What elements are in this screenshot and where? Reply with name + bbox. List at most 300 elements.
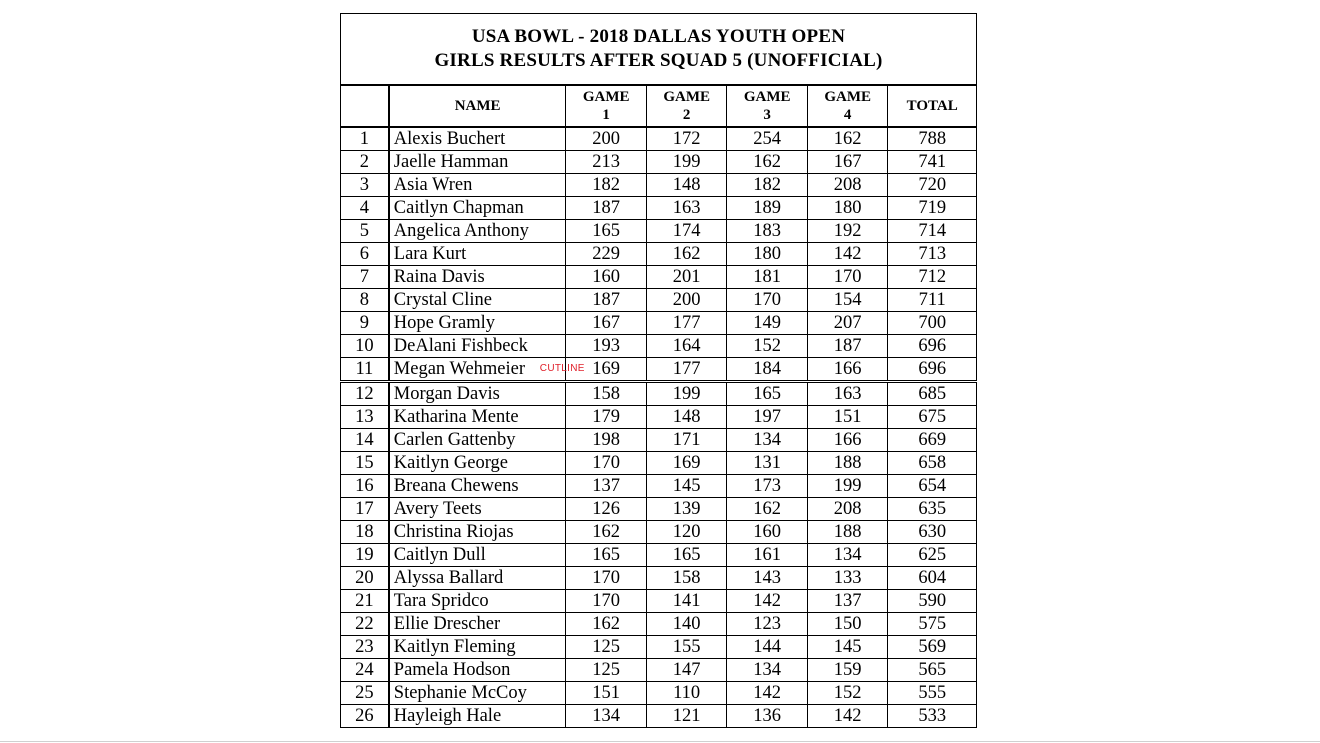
cell-game-2-text: 174 (672, 221, 701, 241)
cell-game-3 (727, 266, 808, 289)
cell-total-text: 675 (918, 407, 947, 427)
cell-total (888, 590, 977, 613)
cell-game-3 (727, 289, 808, 312)
cell-game-3 (727, 127, 808, 151)
cell-game-1-text: 182 (592, 175, 621, 195)
table-row (341, 567, 977, 590)
cell-game-1 (566, 429, 647, 452)
cell-rank-text: 16 (355, 476, 374, 496)
cell-game-4 (807, 197, 888, 220)
cell-rank (341, 544, 389, 567)
cell-total-text: 741 (918, 152, 947, 172)
cell-game-2 (646, 613, 727, 636)
cell-game-4-text: 133 (833, 568, 862, 588)
cell-game-4-text: 180 (833, 198, 862, 218)
column-header-row (341, 85, 977, 127)
cell-total (888, 544, 977, 567)
cell-game-3 (727, 358, 808, 382)
table-row (341, 406, 977, 429)
cell-game-3-text: 170 (753, 290, 782, 310)
cell-total-text: 575 (918, 614, 947, 634)
cell-game-1 (566, 289, 647, 312)
cell-rank (341, 682, 389, 705)
cell-game-2-text: 201 (672, 267, 701, 287)
header-game-2 (646, 85, 727, 127)
cell-game-4 (807, 220, 888, 243)
cell-name (389, 312, 566, 335)
cell-game-2 (646, 335, 727, 358)
cell-game-2 (646, 127, 727, 151)
cell-game-3-text: 181 (753, 267, 782, 287)
cell-rank (341, 243, 389, 266)
cell-rank (341, 197, 389, 220)
cell-game-2-text: 199 (672, 384, 701, 404)
cell-total-text: 719 (918, 198, 947, 218)
cell-game-4 (807, 312, 888, 335)
table-row (341, 382, 977, 406)
cell-game-1 (566, 220, 647, 243)
cell-total (888, 521, 977, 544)
cell-rank-text: 6 (359, 244, 370, 264)
header-game-1-word: GAME (582, 89, 630, 105)
cell-total (888, 243, 977, 266)
cell-game-1 (566, 335, 647, 358)
cell-name-text: Ellie Drescher (393, 614, 501, 634)
cell-game-2-text: 139 (672, 499, 701, 519)
cell-game-2-text: 171 (672, 430, 701, 450)
header-game-4-word: GAME (824, 89, 871, 105)
cell-rank (341, 521, 389, 544)
cell-rank-text: 11 (355, 359, 374, 379)
cell-game-4 (807, 475, 888, 498)
cell-game-2-text: 200 (672, 290, 701, 310)
cell-name (389, 544, 566, 567)
header-game-1 (566, 85, 647, 127)
cell-game-2-text: 148 (672, 175, 701, 195)
cell-game-3 (727, 174, 808, 197)
cell-name-text: Lara Kurt (393, 244, 467, 264)
cell-name (389, 659, 566, 682)
cell-name-text: Crystal Cline (393, 290, 492, 310)
table-row (341, 174, 977, 197)
cell-total (888, 452, 977, 475)
cell-game-4 (807, 289, 888, 312)
header-game-2-num: 2 (682, 107, 691, 123)
page-bottom-divider (0, 741, 1320, 742)
cell-game-3 (727, 498, 808, 521)
cell-rank-text: 8 (359, 290, 370, 310)
cell-game-1-text: 200 (592, 129, 621, 149)
cell-game-4 (807, 498, 888, 521)
cell-name-text: Caitlyn Dull (393, 545, 486, 565)
cell-total-text: 533 (918, 706, 947, 726)
cell-rank (341, 705, 389, 728)
cell-game-4 (807, 174, 888, 197)
cell-rank-text: 1 (359, 129, 370, 149)
cell-total-text: 788 (918, 129, 947, 149)
cell-rank (341, 358, 389, 382)
cell-name-text: DeAlani Fishbeck (393, 336, 528, 356)
cell-game-4 (807, 335, 888, 358)
cell-game-4-text: 166 (833, 359, 862, 379)
cell-game-1-text: 158 (592, 384, 621, 404)
cell-total (888, 312, 977, 335)
cell-total (888, 197, 977, 220)
cell-game-3 (727, 220, 808, 243)
cell-name-text: Kaitlyn George (393, 453, 509, 473)
cell-total-text: 714 (918, 221, 947, 241)
cell-game-4-text: 163 (833, 384, 862, 404)
table-row (341, 521, 977, 544)
cell-game-3 (727, 682, 808, 705)
cell-game-1 (566, 266, 647, 289)
cell-total-text: 590 (918, 591, 947, 611)
cell-game-1 (566, 544, 647, 567)
cell-game-4-text: 208 (833, 175, 862, 195)
cell-game-3-text: 131 (753, 453, 782, 473)
cell-game-2 (646, 567, 727, 590)
cell-total (888, 659, 977, 682)
cell-total (888, 289, 977, 312)
cell-name (389, 358, 585, 382)
cell-rank (341, 567, 389, 590)
cell-game-4-text: 159 (833, 660, 862, 680)
table-row (341, 452, 977, 475)
cell-rank-text: 7 (359, 267, 370, 287)
cell-name-text: Carlen Gattenby (393, 430, 516, 450)
table-row (341, 475, 977, 498)
cell-game-1 (566, 705, 647, 728)
cell-game-4-text: 208 (833, 499, 862, 519)
header-game-3 (727, 85, 808, 127)
cell-game-2 (646, 382, 727, 406)
cell-game-1-text: 187 (592, 290, 621, 310)
cell-game-1-text: 213 (592, 152, 621, 172)
cell-rank-text: 24 (355, 660, 374, 680)
table-row (341, 127, 977, 151)
cell-game-2-text: 120 (672, 522, 701, 542)
cell-rank-text: 26 (355, 706, 374, 726)
cell-rank (341, 475, 389, 498)
cell-game-1-text: 198 (592, 430, 621, 450)
table-row (341, 335, 977, 358)
table-row (341, 312, 977, 335)
cell-game-3-text: 173 (753, 476, 782, 496)
cell-game-4 (807, 243, 888, 266)
cell-name (389, 127, 566, 151)
cell-game-1-text: 162 (592, 522, 621, 542)
cell-game-1-text: 170 (592, 591, 621, 611)
cell-rank-text: 22 (355, 614, 374, 634)
cell-name (389, 682, 566, 705)
cell-game-4 (807, 521, 888, 544)
cell-game-3-text: 161 (753, 545, 782, 565)
cell-name-text: Stephanie McCoy (393, 683, 527, 703)
cell-rank (341, 174, 389, 197)
cell-game-4-text: 192 (833, 221, 862, 241)
cell-game-1 (566, 475, 647, 498)
cutline-label: CUTLINE (539, 363, 585, 374)
cell-total (888, 382, 977, 406)
cell-game-3-text: 142 (753, 591, 782, 611)
cell-total-text: 604 (918, 568, 947, 588)
table-row (341, 151, 977, 174)
cell-game-2-text: 110 (673, 683, 701, 703)
cell-game-2 (646, 266, 727, 289)
cell-game-2 (646, 498, 727, 521)
cell-game-3 (727, 151, 808, 174)
cell-game-1-text: 169 (592, 359, 621, 379)
cell-rank (341, 335, 389, 358)
cell-rank (341, 127, 389, 151)
cell-total-text: 720 (918, 175, 947, 195)
cell-total-text: 654 (918, 476, 947, 496)
cell-game-4 (807, 613, 888, 636)
cell-game-3-text: 149 (753, 313, 782, 333)
cell-game-1-text: 125 (592, 637, 621, 657)
cell-game-3-text: 183 (753, 221, 782, 241)
cell-name-text: Alexis Buchert (393, 129, 506, 149)
cell-game-3 (727, 475, 808, 498)
cell-game-4 (807, 544, 888, 567)
cell-game-1 (566, 243, 647, 266)
cell-game-1-text: 229 (592, 244, 621, 264)
cell-game-1-text: 134 (592, 706, 621, 726)
cell-name (389, 289, 566, 312)
cell-total (888, 266, 977, 289)
cell-name-text: Morgan Davis (393, 384, 500, 404)
cell-game-2-text: 177 (672, 359, 701, 379)
cell-name (389, 197, 566, 220)
cell-name (389, 705, 566, 728)
cell-game-4 (807, 127, 888, 151)
cell-total (888, 498, 977, 521)
cell-name (389, 636, 566, 659)
cell-rank (341, 220, 389, 243)
table-row (341, 705, 977, 728)
cell-total (888, 127, 977, 151)
cell-name (389, 452, 566, 475)
table-row (341, 590, 977, 613)
cell-rank-text: 5 (359, 221, 370, 241)
results-sheet (340, 13, 977, 728)
cell-game-1-text: 151 (592, 683, 621, 703)
cell-game-3-text: 134 (753, 660, 782, 680)
cell-game-2-text: 199 (672, 152, 701, 172)
cell-game-3-text: 180 (753, 244, 782, 264)
cell-total (888, 705, 977, 728)
cell-rank-text: 14 (355, 430, 374, 450)
cell-total (888, 335, 977, 358)
cell-game-2-text: 158 (672, 568, 701, 588)
table-row (341, 498, 977, 521)
cell-game-4-text: 151 (833, 407, 862, 427)
cell-game-4-text: 154 (833, 290, 862, 310)
cell-rank-text: 15 (355, 453, 374, 473)
cell-game-4 (807, 406, 888, 429)
header-game-3-num: 3 (763, 107, 771, 123)
cell-total (888, 151, 977, 174)
cell-game-3-text: 254 (753, 129, 782, 149)
cell-game-2-text: 165 (672, 545, 701, 565)
cell-game-2 (646, 521, 727, 544)
cell-name-text: Hayleigh Hale (393, 706, 502, 726)
cell-game-3-text: 136 (753, 706, 782, 726)
cell-total-text: 658 (918, 453, 947, 473)
cell-game-2 (646, 544, 727, 567)
cell-rank-text: 9 (359, 313, 370, 333)
table-row (341, 358, 977, 382)
cell-name-text: Tara Spridco (393, 591, 489, 611)
cell-total (888, 220, 977, 243)
cell-game-4 (807, 682, 888, 705)
cell-game-2 (646, 197, 727, 220)
cell-game-1 (566, 197, 647, 220)
cell-game-4 (807, 429, 888, 452)
cell-game-4 (807, 590, 888, 613)
cell-total-text: 555 (918, 683, 947, 703)
cell-game-1-text: 162 (592, 614, 621, 634)
cell-rank-text: 25 (355, 683, 374, 703)
cell-rank-text: 21 (355, 591, 374, 611)
cell-game-2 (646, 289, 727, 312)
cell-game-3-text: 144 (753, 637, 782, 657)
cell-game-3-text: 143 (753, 568, 782, 588)
header-game-2-word: GAME (663, 89, 710, 105)
cell-name-text: Katharina Mente (393, 407, 519, 427)
cell-game-3-text: 162 (753, 152, 782, 172)
cell-name (389, 429, 566, 452)
cell-game-4-text: 199 (833, 476, 862, 496)
cell-game-3-text: 162 (753, 499, 782, 519)
cell-rank-text: 4 (359, 198, 370, 218)
header-name: NAME (389, 85, 566, 127)
cell-rank-text: 13 (355, 407, 374, 427)
cell-game-3 (727, 659, 808, 682)
cell-game-3-text: 152 (753, 336, 782, 356)
cell-total-text: 712 (918, 267, 947, 287)
cell-game-3 (727, 197, 808, 220)
header-game-4-num: 4 (843, 107, 852, 123)
cell-game-2 (646, 243, 727, 266)
cell-game-4-text: 187 (833, 336, 862, 356)
cell-game-2-text: 169 (672, 453, 701, 473)
cell-total (888, 613, 977, 636)
cell-game-3 (727, 335, 808, 358)
cell-total-text: 669 (918, 430, 947, 450)
cell-game-1 (566, 590, 647, 613)
cell-game-2 (646, 312, 727, 335)
cell-game-3 (727, 613, 808, 636)
cell-game-1-text: 193 (592, 336, 621, 356)
results-body (341, 127, 977, 728)
cell-total-text: 711 (918, 290, 946, 310)
header-game-4 (807, 85, 888, 127)
cell-total (888, 429, 977, 452)
cell-game-3 (727, 452, 808, 475)
cell-name-text: Raina Davis (393, 267, 485, 287)
cell-game-4-text: 170 (833, 267, 862, 287)
cell-game-3-text: 165 (753, 384, 782, 404)
cell-name-text: Christina Riojas (393, 522, 514, 542)
table-row (341, 659, 977, 682)
cell-name-text: Megan Wehmeier (393, 359, 526, 379)
cell-game-1-text: 170 (592, 568, 621, 588)
cell-rank (341, 636, 389, 659)
cell-rank (341, 429, 389, 452)
cell-game-2 (646, 705, 727, 728)
cell-name (389, 613, 566, 636)
cell-rank-text: 10 (355, 336, 374, 356)
cell-game-4-text: 142 (833, 244, 862, 264)
table-row (341, 636, 977, 659)
cell-game-1 (566, 613, 647, 636)
cell-rank-text: 12 (355, 384, 374, 404)
cell-game-2 (646, 429, 727, 452)
cell-total (888, 406, 977, 429)
cell-name (389, 382, 566, 406)
cell-game-2 (646, 174, 727, 197)
cell-game-4 (807, 382, 888, 406)
table-row (341, 682, 977, 705)
cell-total-text: 630 (918, 522, 947, 542)
cell-game-4-text: 162 (833, 129, 862, 149)
cell-game-4-text: 166 (833, 430, 862, 450)
cell-rank-text: 20 (355, 568, 374, 588)
table-row (341, 197, 977, 220)
cell-total-text: 713 (918, 244, 947, 264)
cell-game-2 (646, 406, 727, 429)
cell-game-3 (727, 544, 808, 567)
cell-game-1 (566, 521, 647, 544)
cell-game-1 (566, 406, 647, 429)
cell-rank (341, 613, 389, 636)
cell-game-2 (646, 220, 727, 243)
cell-game-4 (807, 567, 888, 590)
cell-game-4-text: 152 (833, 683, 862, 703)
cell-game-1 (566, 498, 647, 521)
cell-game-4 (807, 659, 888, 682)
cell-game-3-text: 182 (753, 175, 782, 195)
header-total: TOTAL (888, 85, 977, 127)
cell-game-4-text: 188 (833, 522, 862, 542)
cell-total (888, 682, 977, 705)
cell-rank (341, 289, 389, 312)
cell-game-2-text: 172 (672, 129, 701, 149)
cell-name-text: Hope Gramly (393, 313, 496, 333)
cell-name-text: Asia Wren (393, 175, 473, 195)
cell-game-4-text: 137 (833, 591, 862, 611)
cell-name (389, 151, 566, 174)
cell-game-1-text: 137 (592, 476, 621, 496)
cell-name (389, 335, 566, 358)
cell-total (888, 475, 977, 498)
cell-game-1 (566, 452, 647, 475)
cell-name (389, 590, 566, 613)
cell-game-3 (727, 636, 808, 659)
cell-game-2-text: 162 (672, 244, 701, 264)
cell-name-text: Kaitlyn Fleming (393, 637, 516, 657)
cell-game-1-text: 167 (592, 313, 621, 333)
cell-rank (341, 659, 389, 682)
table-row (341, 266, 977, 289)
cell-game-4 (807, 636, 888, 659)
cell-rank-text: 23 (355, 637, 374, 657)
cell-name (389, 521, 566, 544)
cell-game-1 (566, 682, 647, 705)
cell-game-4-text: 188 (833, 453, 862, 473)
cell-name (389, 406, 566, 429)
